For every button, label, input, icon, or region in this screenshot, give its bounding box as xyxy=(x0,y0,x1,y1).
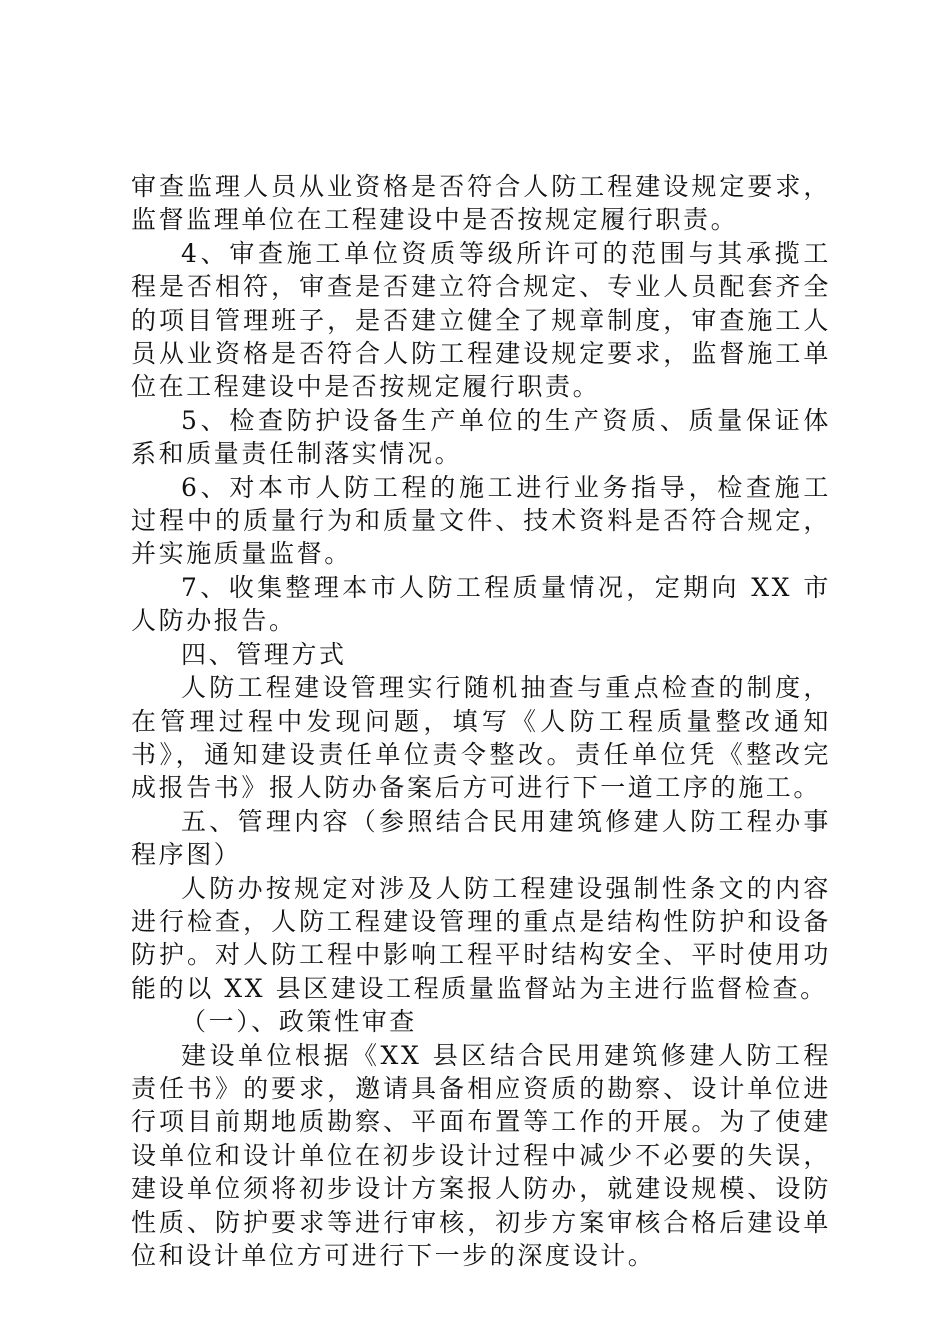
paragraph-item-6: 6、对本市人防工程的施工进行业务指导，检查施工过程中的质量行为和质量文件、技术资料是否符合规定，并实施质量监督。 xyxy=(131,472,831,569)
paragraph-item-4: 4、审查施工单位资质等级所许可的范围与其承揽工程是否相符，审查是否建立符合规定、专业人员配套齐全的项目管理班子，是否建立健全了规章制度，审查施工人员从业资格是否符合人防工程建设规定要求，监督施工单位在工程建设中是否按规定履行职责。 xyxy=(131,238,831,402)
paragraph-item-5: 5、检查防护设备生产单位的生产资质、质量保证体系和质量责任制落实情况。 xyxy=(131,405,831,469)
paragraph-continuation: 审查监理人员从业资格是否符合人防工程建设规定要求，监督监理单位在工程建设中是否按规定履行职责。 xyxy=(131,172,831,235)
paragraph-management-content: 人防办按规定对涉及人防工程建设强制性条文的内容进行检查，人防工程建设管理的重点是结构性防护和设备防护。对人防工程中影响工程平时结构安全、平时使用功能的以 XX 县区建设工程质量监督站为主进行监督检查。 xyxy=(131,873,831,1003)
document-body xyxy=(131,170,831,1272)
section-heading-management-method: 四、管理方式 xyxy=(181,639,347,669)
section-heading-management-content: 五、管理内容（参照结合民用建筑修建人防工程办事程序图） xyxy=(131,806,831,870)
subsection-heading-policy-review: （一）、政策性审查 xyxy=(181,1007,417,1037)
paragraph-item-7: 7、收集整理本市人防工程质量情况，定期向 XX 市人防办报告。 xyxy=(131,572,831,636)
paragraph-management-method: 人防工程建设管理实行随机抽查与重点检查的制度，在管理过程中发现问题，填写《人防工程质量整改通知书》，通知建设责任单位责令整改。责任单位凭《整改完成报告书》报人防办备案后方可进行下一道工序的施工。 xyxy=(131,673,831,803)
paragraph-policy-review: 建设单位根据《XX 县区结合民用建筑修建人防工程责任书》的要求，邀请具备相应资质的勘察、设计单位进行项目前期地质勘察、平面布置等工作的开展。为了使建设单位和设计单位在初步设计过程中减少不必要的失误，建设单位须将初步设计方案报人防办，就建设规模、设防性质、防护要求等进行审核，初步方案审核合格后建设单位和设计单位方可进行下一步的深度设计。 xyxy=(131,1040,831,1270)
